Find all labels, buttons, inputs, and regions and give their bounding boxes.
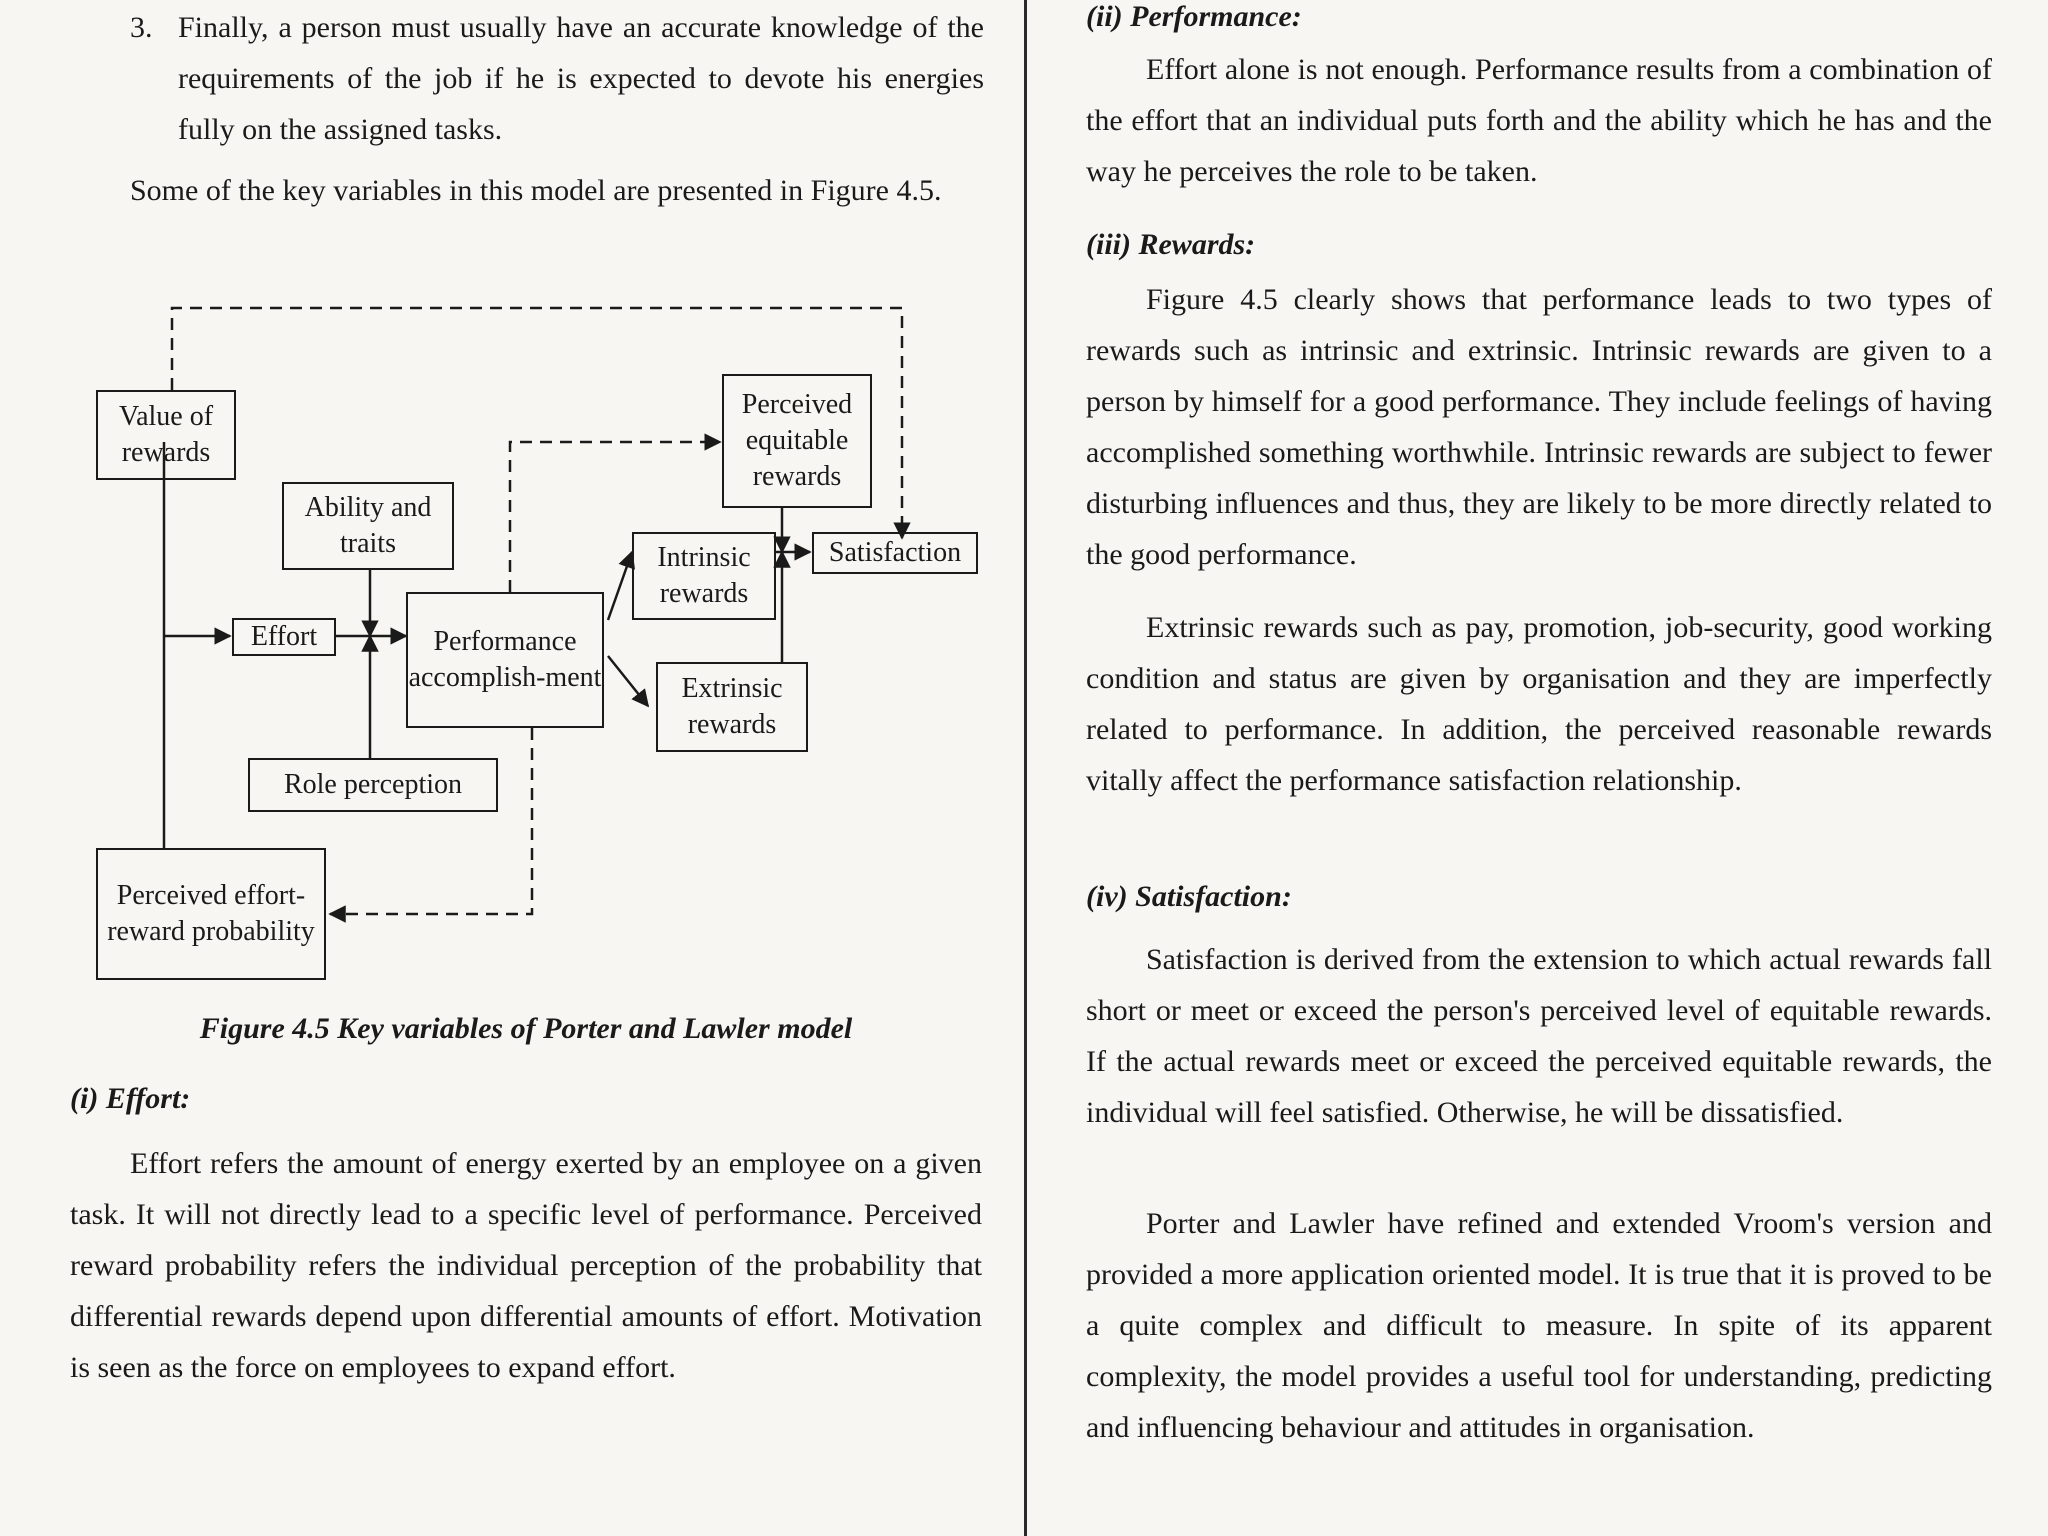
porter-lawler-diagram <box>70 290 990 1010</box>
box-performance: Performance accomplish-ment <box>406 592 604 728</box>
box-role-perception: Role perception <box>248 758 498 812</box>
figure-intro: Some of the key variables in this model are presented in Figure 4.5. <box>130 174 942 207</box>
rewards-paragraph-1: Figure 4.5 clearly shows that performance leads to two types of rewards such as intrinsic and extrinsic. Intrinsic rewards are given to a person by himself for a good performance. They include feelings of having accomplished something worthwhile. Intrinsic rewards are subject to fewer disturbing influences and thus, they are likely to be more directly related to the good performance. <box>1086 283 1992 571</box>
box-intrinsic: Intrinsic rewards <box>632 532 776 620</box>
arrow-to-extrinsic <box>608 656 648 706</box>
conclusion-paragraph: Porter and Lawler have refined and extended Vroom's version and provided a more application oriented model. It is true that it is proved to be a quite complex and difficult to measure. In spite of its apparent complexity, the model provides a useful tool for understanding, predicting and influencing behaviour and attitudes in organisation. <box>1086 1207 1992 1444</box>
effort-paragraph: Effort refers the amount of energy exerted by an employee on a given task. It will not directly lead to a specific level of performance. Perceived reward probability refers the individual perception of the probability that differential rewards depend upon differential amounts of effort. Motivation is seen as the force on employees to expand effort. <box>70 1147 982 1384</box>
heading-satisfaction: (iv) Satisfaction: <box>1086 880 1292 913</box>
performance-paragraph: Effort alone is not enough. Performance results from a combination of the effort that an individual puts forth and the ability which he has and the way he perceives the role to be taken. <box>1086 53 1992 188</box>
box-ability-traits: Ability and traits <box>282 482 454 570</box>
satisfaction-paragraph: Satisfaction is derived from the extension to which actual rewards fall short or meet or exceed the person's perceived level of equitable rewards. If the actual rewards meet or exceed the perceived equitable rewards, the individual will feel satisfied. Otherwise, he will be dissatisfied. <box>1086 943 1992 1129</box>
heading-effort: (i) Effort: <box>70 1082 191 1115</box>
box-value-of-rewards: Value of rewards <box>96 390 236 480</box>
box-perceived-effort-reward: Perceived effort-reward probability <box>96 848 326 980</box>
rewards-paragraph-2: Extrinsic rewards such as pay, promotion, job-security, good working condition and status are given by organisation and they are imperfectly related to performance. In addition, the perceived reasonable rewards vitally affect the performance satisfaction relationship. <box>1086 611 1992 797</box>
heading-performance: (ii) Performance: <box>1086 0 1302 33</box>
figure-caption: Figure 4.5 Key variables of Porter and Lawler model <box>199 1012 853 1045</box>
list-number: 3. <box>130 11 153 44</box>
column-divider <box>1024 0 1027 1536</box>
arrow-to-intrinsic <box>608 552 632 620</box>
heading-rewards: (iii) Rewards: <box>1086 228 1256 261</box>
box-perceived-equitable: Perceived equitable rewards <box>722 374 872 508</box>
dashed-performance-to-probability <box>330 728 532 914</box>
list-item-text: Finally, a person must usually have an accurate knowledge of the requirements of the job if he is expected to devote his energies fully on the assigned tasks. <box>178 11 984 146</box>
box-extrinsic: Extrinsic rewards <box>656 662 808 752</box>
box-satisfaction: Satisfaction <box>812 532 978 574</box>
box-effort: Effort <box>232 618 336 656</box>
